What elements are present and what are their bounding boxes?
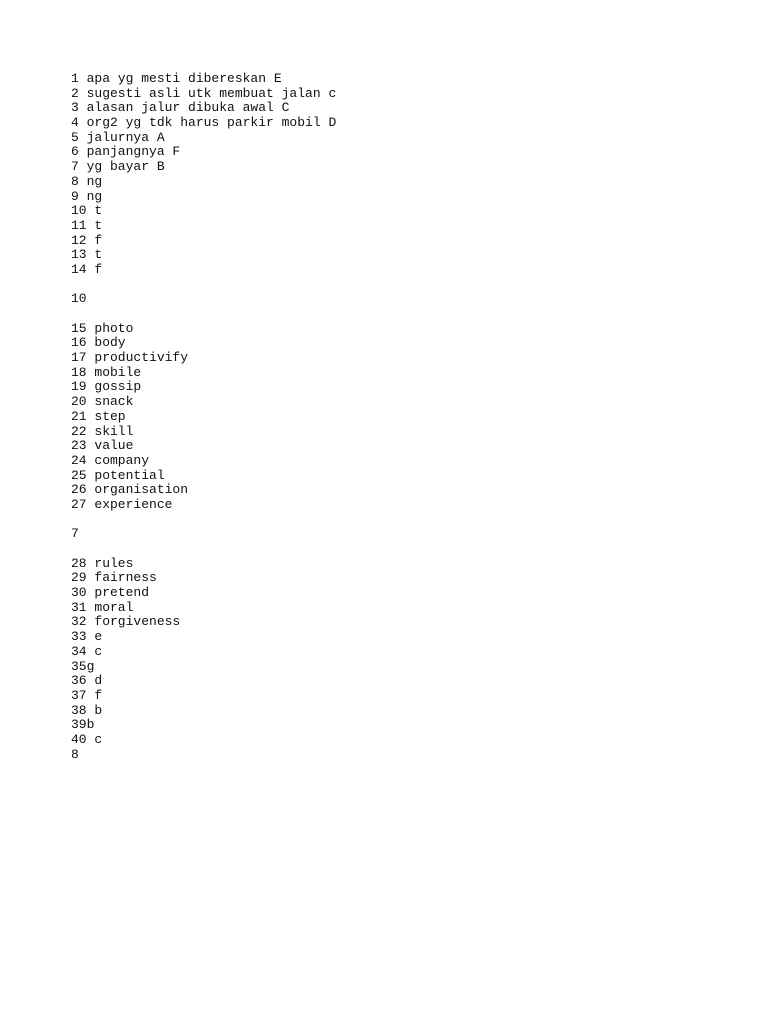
text-line: 38 b <box>71 702 103 718</box>
text-line: 31 moral <box>71 599 134 615</box>
text-line: 24 company <box>71 452 150 468</box>
text-line: 11 t <box>71 217 103 233</box>
text-line: 27 experience <box>71 496 173 512</box>
text-line: 22 skill <box>71 423 134 439</box>
text-line: 17 productivify <box>71 350 189 366</box>
text-line: 16 body <box>71 335 126 351</box>
text-line: 20 snack <box>71 394 134 410</box>
text-line: 15 photo <box>71 320 134 336</box>
text-line: 10 <box>71 291 87 307</box>
text-line: 1 apa yg mesti dibereskan E <box>71 71 282 86</box>
text-line: 39b <box>71 717 95 733</box>
text-line: 7 yg bayar B <box>71 159 165 175</box>
text-line: 13 t <box>71 247 103 263</box>
text-line: 33 e <box>71 629 103 645</box>
text-line: 34 c <box>71 643 103 659</box>
text-line: 12 f <box>71 232 103 248</box>
text-line: 21 step <box>71 408 126 424</box>
blank-line <box>71 513 731 528</box>
text-line: 8 <box>71 746 79 762</box>
document-body <box>71 72 731 762</box>
text-line: 7 <box>71 526 79 542</box>
text-line: 37 f <box>71 687 103 703</box>
text-line: 3 alasan jalur dibuka awal C <box>71 100 290 116</box>
text-line: 2 sugesti asli utk membuat jalan c <box>71 85 337 101</box>
text-line: 30 pretend <box>71 585 150 601</box>
text-line: 35g <box>71 658 95 674</box>
text-line: 6 panjangnya F <box>71 144 181 160</box>
text-line: 4 org2 yg tdk harus parkir mobil D <box>71 115 337 131</box>
text-line: 26 organisation <box>71 482 189 498</box>
text-line: 23 value <box>71 438 134 454</box>
text-line: 14 f <box>71 261 103 277</box>
text-line: 9 ng <box>71 188 103 204</box>
text-line: 18 mobile <box>71 364 142 380</box>
text-line: 29 fairness <box>71 570 157 586</box>
blank-line <box>71 307 731 322</box>
text-line: 28 rules <box>71 555 134 571</box>
text-line: 5 jalurnya A <box>71 129 165 145</box>
text-line: 19 gossip <box>71 379 142 395</box>
blank-line <box>71 542 731 557</box>
text-line: 40 c <box>71 731 103 747</box>
text-line: 8 ng <box>71 173 103 189</box>
text-line: 25 potential <box>71 467 165 483</box>
text-line: 10 t <box>71 203 103 219</box>
text-line: 36 d <box>71 673 103 689</box>
text-line: 32 forgiveness <box>71 614 181 630</box>
blank-line <box>71 278 731 293</box>
